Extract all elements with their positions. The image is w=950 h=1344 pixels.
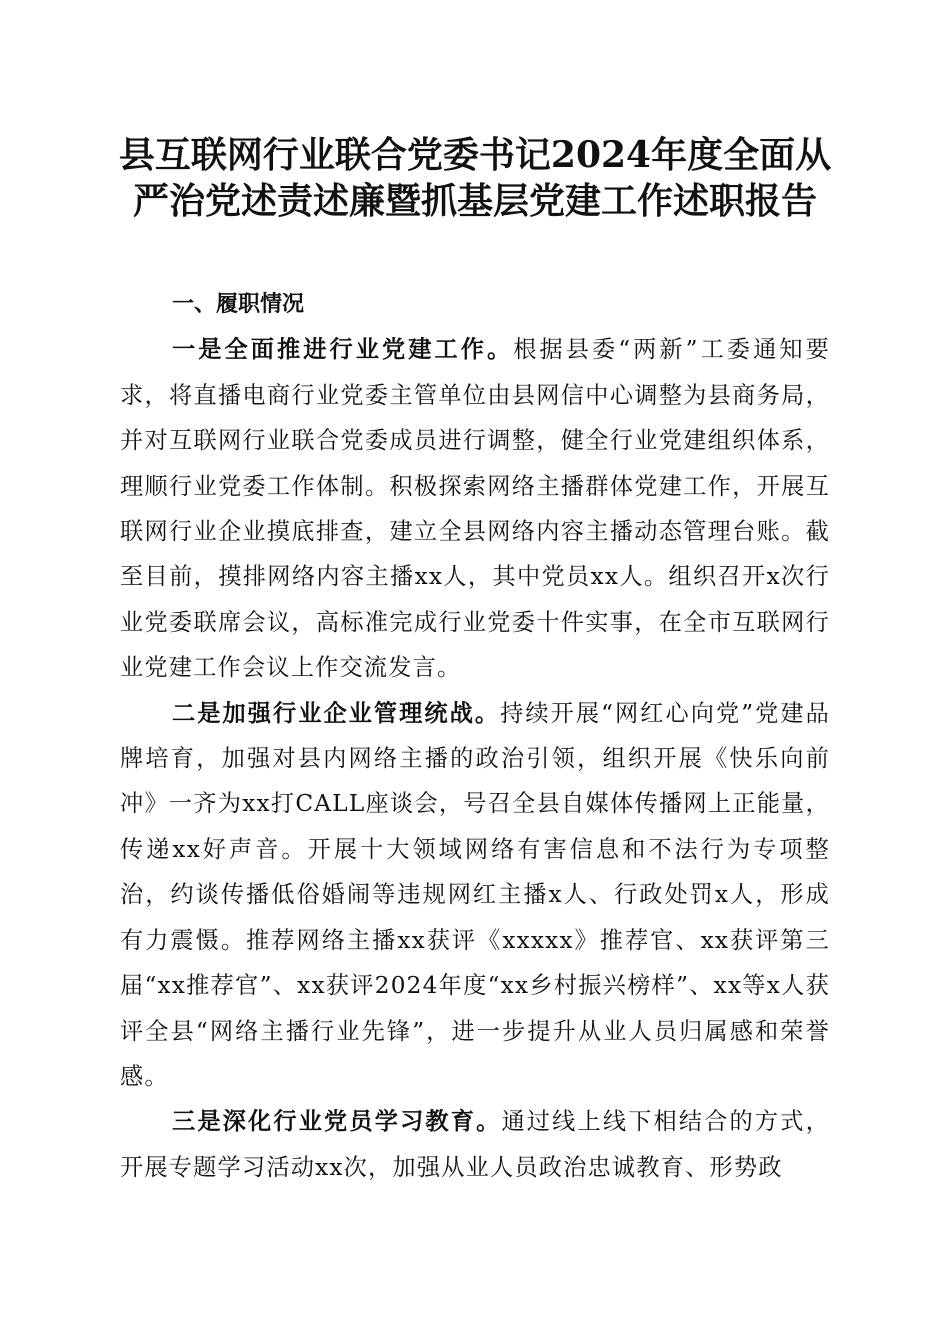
- paragraph-2-lead: 二是加强行业企业管理统战。: [172, 699, 501, 727]
- paragraph-1-text: 根据县委“两新”工委通知要求，将直播电商行业党委主管单位由县网信中心调整为县商务局，并对互联网行业联合党委成员进行调整，健全行业党建组织体系，理顺行业党委工作体制。积极探索网络主播群体党建工作，开展互联网行业企业摸底排查，建立全县网络内容主播动态管理台账。截至目前，摸排网络内容主播xx人，其中党员xx人。组织召开x次行业党委联席会议，高标准完成行业党委十件实事，在全市互联网行业党建工作会议上作交流发言。: [120, 336, 830, 682]
- document-title: [110, 132, 840, 224]
- document-body: [120, 282, 830, 1190]
- title-line-1: 县互联网行业联合党委书记2024年度全面从: [118, 134, 832, 176]
- paragraph-3: [120, 1099, 830, 1190]
- paragraph-1-lead: 一是全面推进行业党建工作。: [172, 336, 514, 364]
- paragraph-3-lead: 三是深化行业党员学习教育。: [172, 1108, 502, 1136]
- paragraph-1: [120, 327, 830, 690]
- section-heading: 一、履职情况: [172, 292, 305, 317]
- paragraph-2-text: 持续开展“网红心向党”党建品牌培育，加强对县内网络主播的政治引领，组织开展《快乐向前冲》一齐为xx打CALL座谈会，号召全县自媒体传播网上正能量，传递xx好声音。开展十大领域网络有害信息和不法行为专项整治，约谈传播低俗婚闹等违规网红主播x人、行政处罚x人，形成有力震慑。推荐网络主播xx获评《xxxxx》推荐官、xx获评第三届“xx推荐官”、xx获评2024年度“xx乡村振兴榜样”、xx等x人获评全县“网络主播行业先锋”，进一步提升从业人员归属感和荣誉感。: [120, 699, 830, 1090]
- paragraph-2: [120, 691, 830, 1100]
- title-line-2: 严治党述责述廉暨抓基层党建工作述职报告: [132, 180, 817, 222]
- paragraph-3-text: 通过线上线下相结合的方式，开展专题学习活动xx次，加强从业人员政治忠诚教育、形势政: [120, 1108, 830, 1181]
